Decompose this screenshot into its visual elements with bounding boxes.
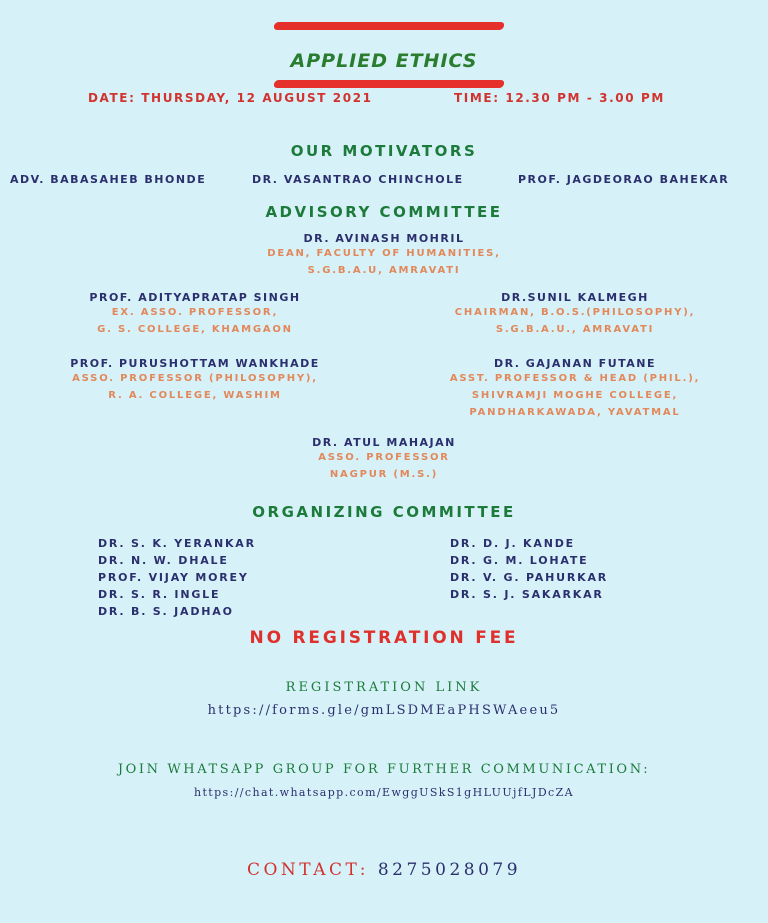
organizer-name: DR. S. K. YERANKAR (98, 537, 256, 550)
member-detail: ASSO. PROFESSOR (318, 452, 450, 463)
advisory-member (234, 436, 534, 483)
organizing-right-list (450, 535, 608, 603)
contact-line (0, 860, 768, 880)
member-name: DR. GAJANAN FUTANE (493, 357, 657, 370)
registration-heading: REGISTRATION LINK (285, 680, 483, 695)
title-top-stripe (273, 22, 505, 30)
organizer-name: DR. S. R. INGLE (98, 588, 221, 601)
organizer-name: DR. N. W. DHALE (98, 554, 229, 567)
organizer-name: PROF. VIJAY MOREY (98, 571, 249, 584)
advisory-member (20, 357, 370, 404)
organizer-name: DR. S. J. SAKARKAR (450, 588, 604, 601)
motivators-heading: OUR MOTIVATORS (290, 142, 478, 160)
member-detail: EX. ASSO. PROFESSOR, (111, 307, 279, 318)
organizing-left-list (98, 535, 256, 620)
member-detail: R. A. COLLEGE, WASHIM (108, 390, 282, 401)
member-detail: ASSO. PROFESSOR (PHILOSOPHY), (72, 373, 318, 384)
member-detail: G. S. COLLEGE, KHAMGAON (97, 324, 293, 335)
event-title: APPLIED ETHICS (290, 50, 478, 72)
organizer-name: DR. V. G. PAHURKAR (450, 571, 609, 584)
member-name: DR. AVINASH MOHRIL (303, 232, 465, 245)
title-bottom-stripe (273, 80, 505, 88)
member-name: DR. ATUL MAHAJAN (312, 436, 456, 449)
registration-link[interactable]: https://forms.gle/gmLSDMEaPHSWAeeu5 (207, 703, 561, 718)
event-date: DATE: THURSDAY, 12 AUGUST 2021 (88, 91, 373, 105)
event-time: TIME: 12.30 PM - 3.00 PM (454, 91, 665, 105)
advisory-heading: ADVISORY COMMITTEE (265, 203, 503, 221)
member-name: PROF. ADITYAPRATAP SINGH (89, 291, 301, 304)
member-detail: PANDHARKAWADA, YAVATMAL (469, 407, 681, 418)
no-fee-notice: NO REGISTRATION FEE (249, 628, 519, 648)
organizer-name: DR. D. J. KANDE (450, 537, 575, 550)
contact-label: CONTACT: (246, 860, 369, 880)
advisory-member (234, 232, 534, 279)
organizer-name: DR. G. M. LOHATE (450, 554, 589, 567)
advisory-member (400, 357, 750, 421)
member-detail: S.G.B.A.U., AMRAVATI (495, 324, 655, 335)
contact-number[interactable]: 8275028079 (377, 860, 522, 880)
member-detail: SHIVRAMJI MOGHE COLLEGE, (471, 390, 679, 401)
motivator-name: DR. VASANTRAO CHINCHOLE (252, 173, 464, 186)
member-detail: NAGPUR (M.S.) (329, 469, 439, 480)
organizer-name: DR. B. S. JADHAO (98, 605, 234, 618)
member-detail: ASST. PROFESSOR & HEAD (PHIL.), (449, 373, 701, 384)
member-name: PROF. PURUSHOTTAM WANKHADE (70, 357, 320, 370)
organizing-heading: ORGANIZING COMMITTEE (252, 503, 516, 521)
title-banner (0, 14, 768, 84)
advisory-member (410, 291, 740, 338)
advisory-member (40, 291, 350, 338)
whatsapp-link[interactable]: https://chat.whatsapp.com/EwggUSkS1gHLUUjfLJDcZA (193, 786, 574, 799)
motivator-name: PROF. JAGDEORAO BAHEKAR (518, 173, 730, 186)
member-detail: S.G.B.A.U, AMRAVATI (307, 265, 461, 276)
member-name: DR.SUNIL KALMEGH (501, 291, 649, 304)
motivator-name: ADV. BABASAHEB BHONDE (10, 173, 207, 186)
member-detail: CHAIRMAN, B.O.S.(PHILOSOPHY), (454, 307, 696, 318)
member-detail: DEAN, FACULTY OF HUMANITIES, (267, 248, 501, 259)
whatsapp-heading: JOIN WHATSAPP GROUP FOR FURTHER COMMUNICATION: (117, 762, 651, 777)
